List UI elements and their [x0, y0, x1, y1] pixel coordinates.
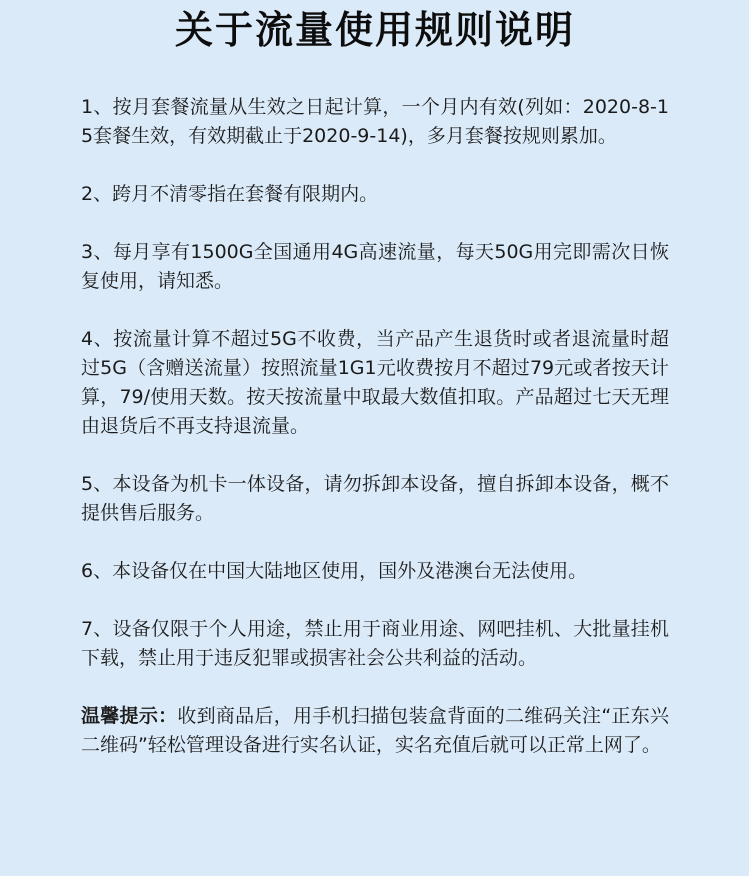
rule-item-4: 4、按流量计算不超过5G不收费，当产品产生退货时或者退流量时超过5G（含赠送流量）按照流量1G1元收费按月不超过79元或者按天计算，79/使用天数。按天按流量中取最大数值扣取。产品超过七天无理由退货后不再支持退流量。 — [81, 328, 669, 437]
warm-tip-label: 温馨提示： — [81, 705, 178, 727]
rule-item-3: 3、每月享有1500G全国通用4G高速流量，每天50G用完即需次日恢复使用，请知悉。 — [81, 241, 669, 292]
page-title: 关于流量使用规则说明 — [174, 8, 575, 52]
rule-item-6: 6、本设备仅在中国大陆地区使用，国外及港澳台无法使用。 — [81, 560, 588, 582]
warm-tip — [81, 702, 669, 760]
rule-item-7: 7、设备仅限于个人用途，禁止用于商业用途、网吧挂机、大批量挂机下载，禁止用于违反犯罪或损害社会公共利益的活动。 — [81, 618, 669, 669]
rule-item-5: 5、本设备为机卡一体设备，请勿拆卸本设备，擅自拆卸本设备，概不提供售后服务。 — [81, 473, 669, 524]
rule-item-1: 1、按月套餐流量从生效之日起计算，一个月内有效(列如：2020-8-15套餐生效，有效期截止于2020-9-14)，多月套餐按规则累加。 — [81, 96, 669, 147]
rule-item-2: 2、跨月不清零指在套餐有限期内。 — [81, 183, 379, 205]
rules-list — [81, 93, 669, 673]
warm-tip-text: 收到商品后，用手机扫描包装盒背面的二维码关注“正东兴二维码”轻松管理设备进行实名认证，实名充值后就可以正常上网了。 — [81, 705, 669, 756]
